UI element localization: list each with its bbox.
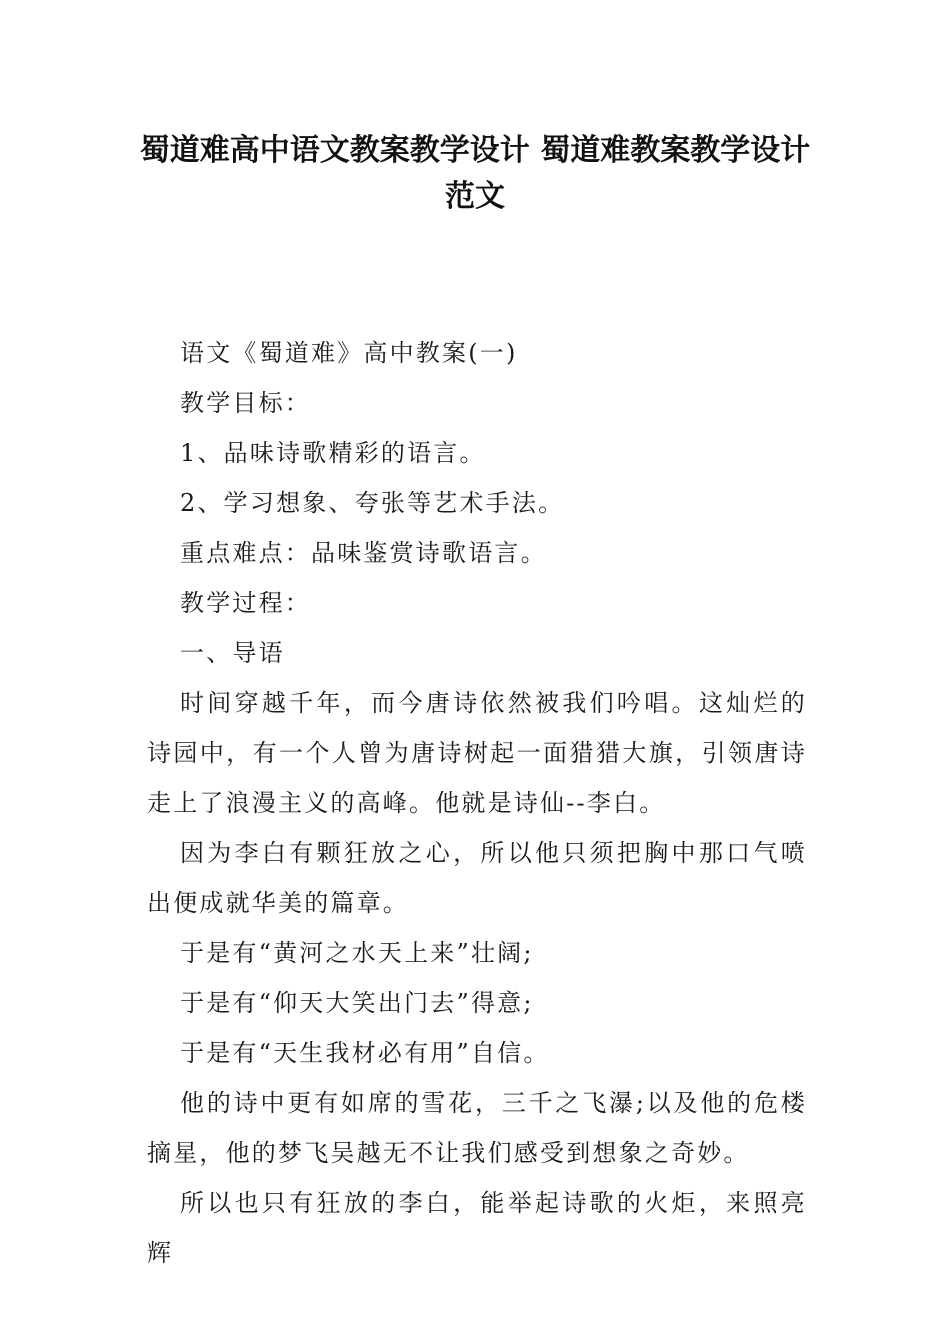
paragraph: 于是有“仰天大笑出门去”得意; [180,989,534,1017]
paragraph: 教学目标： [180,389,311,417]
title-line-2: 范文 [445,179,505,214]
paragraph: 他的诗中更有如席的雪花，三千之飞瀑;以及他的危楼摘星，他的梦飞吴越无不让我们感受到想象之奇妙。 [147,1089,807,1167]
paragraph: 因为李白有颗狂放之心，所以他只须把胸中那口气喷出便成就华美的篇章。 [147,839,807,917]
title-line-1: 蜀道难高中语文教案教学设计 蜀道难教案教学设计 [139,133,811,168]
paragraph: 于是有“天生我材必有用”自信。 [180,1039,550,1067]
paragraph: 一、导语 [180,639,285,667]
paragraph: 语文《蜀道难》高中教案(一) [180,339,518,367]
paragraph: 重点难点：品味鉴赏诗歌语言。 [180,539,547,567]
paragraph: 于是有“黄河之水天上来”壮阔; [180,939,534,967]
paragraph: 时间穿越千年，而今唐诗依然被我们吟唱。这灿烂的诗园中，有一个人曾为唐诗树起一面猎猎大旗，引领唐诗走上了浪漫主义的高峰。他就是诗仙--李白。 [147,689,807,817]
document-title [120,128,830,220]
paragraph: 教学过程： [180,589,311,617]
paragraph: 1、品味诗歌精彩的语言。 [180,439,486,467]
paragraph: 所以也只有狂放的李白，能举起诗歌的火炬，来照亮辉 [147,1189,807,1267]
paragraph: 2、学习想象、夸张等艺术手法。 [180,489,565,517]
document-body [147,328,807,1278]
